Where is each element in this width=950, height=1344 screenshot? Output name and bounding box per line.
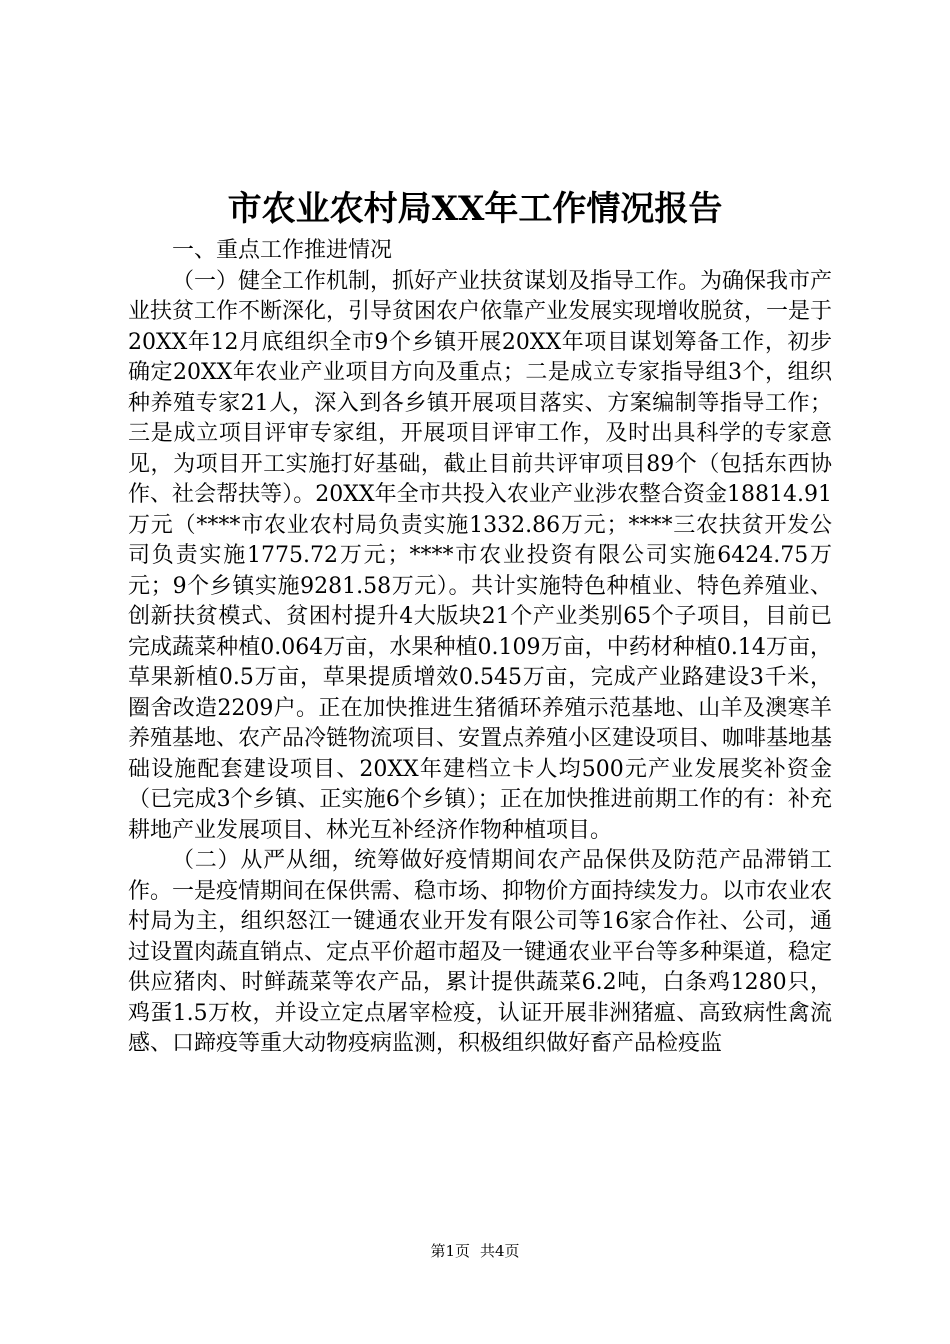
page-number: 第1页 [430,1242,470,1260]
section-heading: 一、重点工作推进情况 [172,238,393,263]
page-count: 共4页 [480,1242,520,1260]
paragraph-2: （二）从严从细，统筹做好疫情期间农产品保供及防范产品滞销工作。一是疫情期间在保供需、稳市场、抑物价方面持续发力。以市农业农村局为主，组织怒江一键通农业开发有限公司等16家合作社、公司，通过设置肉蔬直销点、定点平价超市超及一键通农业平台等多种渠道，稳定供应猪肉、时鲜蔬菜等农产品，累计提供蔬菜6.2吨，白条鸡1280只，鸡蛋1.5万枚，并设立定点屠宰检疫，认证开展非洲猪瘟、高致病性禽流感、口蹄疫等重大动物疫病监测，积极组织做好畜产品检疫监 [128,848,833,1056]
document-body [128,236,832,1060]
document-title: 市农业农村局XX年工作情况报告 [227,189,723,229]
paragraph-1: （一）健全工作机制，抓好产业扶贫谋划及指导工作。为确保我市产业扶贫工作不断深化，引导贫困农户依靠产业发展实现增收脱贫，一是于20XX年12月底组织全市9个乡镇开展20XX年项目谋划筹备工作，初步确定20XX年农业产业项目方向及重点；二是成立专家指导组3个，组织种养殖专家21人，深入到各乡镇开展项目落实、方案编制等指导工作；三是成立项目评审专家组，开展项目评审工作，及时出具科学的专家意见，为项目开工实施打好基础，截止目前共评审项目89个（包括东西协作、社会帮扶等）。20XX年全市共投入农业产业涉农整合资金18814.91万元（****市农业农村局负责实施1332.86万元；****三农扶贫开发公司负责实施1775.72万元；****市农业投资有限公司实施6424.75万元；9个乡镇实施9281.58万元）。共计实施特色种植业、特色养殖业、创新扶贫模式、贫困村提升4大版块21个产业类别65个子项目，目前已完成蔬菜种植0.064万亩，水果种植0.109万亩，中药材种植0.14万亩，草果新植0.5万亩，草果提质增效0.545万亩，完成产业路建设3千米，圈舍改造2209户。正在加快推进生猪循环养殖示范基地、山羊及澳寒羊养殖基地、农产品冷链物流项目、安置点养殖小区建设项目、咖啡基地基础设施配套建设项目、20XX年建档立卡人均500元产业发展奖补资金（已完成3个乡镇、正实施6个乡镇）；正在加快推进前期工作的有：补充耕地产业发展项目、林光互补经济作物种植项目。 [128,268,833,843]
page-footer [0,1240,950,1262]
